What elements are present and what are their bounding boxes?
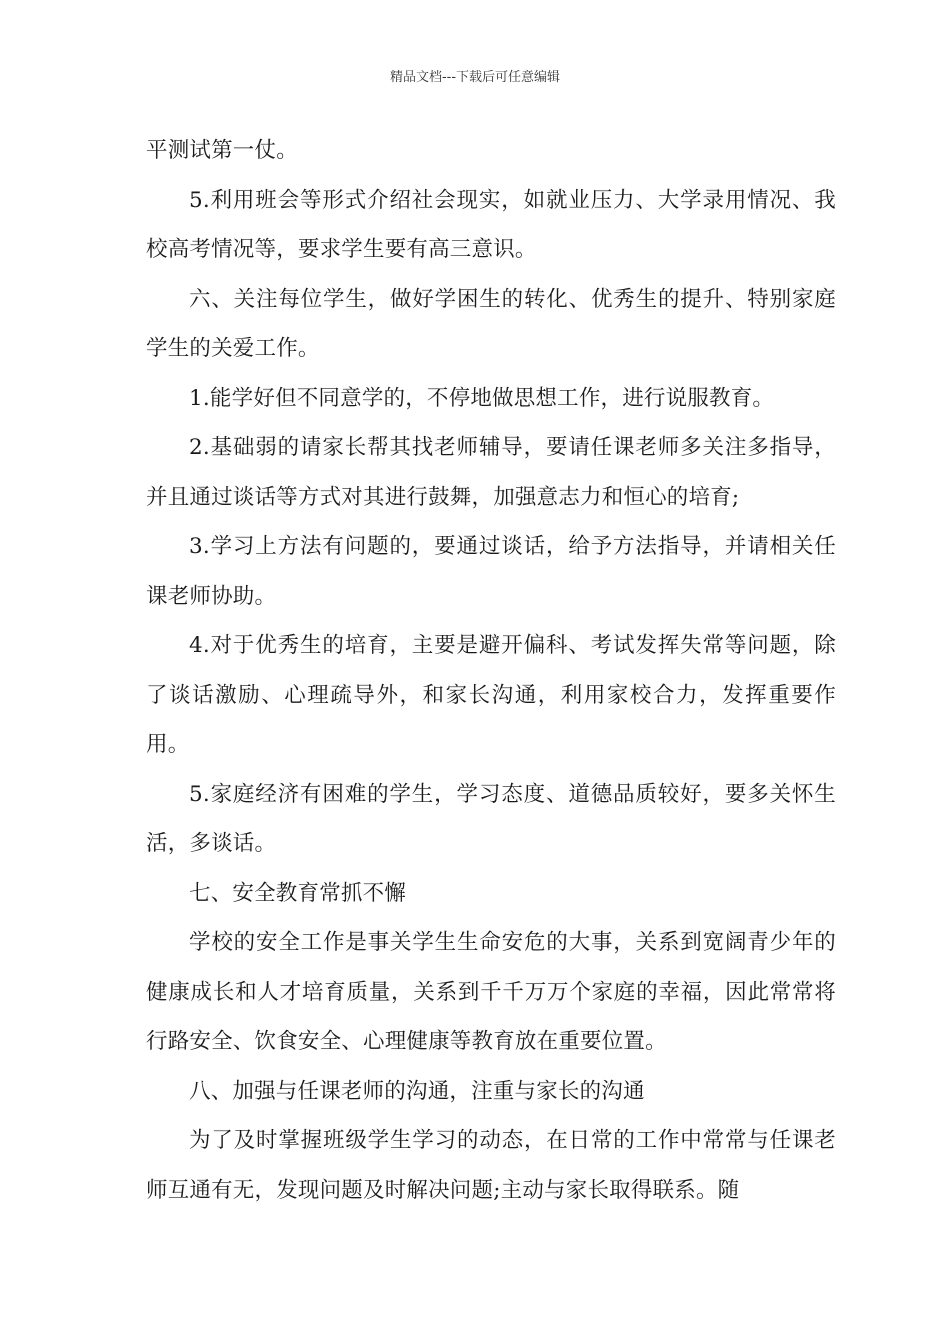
paragraph: 5.家庭经济有困难的学生，学习态度、道德品质较好，要多关怀生活，多谈话。 xyxy=(146,781,836,856)
page-header: 精品文档---下载后可任意编辑 xyxy=(389,70,561,85)
section-heading: 八、加强与任课老师的沟通，注重与家长的沟通 xyxy=(189,1078,645,1104)
paragraph: 3.学习上方法有问题的，要通过谈话，给予方法指导，并请相关任课老师协助。 xyxy=(146,534,836,609)
paragraph: 4.对于优秀生的培育，主要是避开偏科、考试发挥失常等问题，除了谈话激励、心理疏导外，和家长沟通，利用家校合力，发挥重要作用。 xyxy=(146,633,836,757)
paragraph: 为了及时掌握班级学生学习的动态，在日常的工作中常常与任课老师互通有无，发现问题及时解决问题;主动与家长取得联系。随 xyxy=(146,1128,836,1203)
paragraph: 学校的安全工作是事关学生生命安危的大事，关系到宽阔青少年的健康成长和人才培育质量，关系到千千万万个家庭的幸福，因此常常将行路安全、饮食安全、心理健康等教育放在重要位置。 xyxy=(146,930,836,1054)
section-heading: 七、安全教育常抓不懈 xyxy=(189,880,407,906)
paragraph: 平测试第一仗。 xyxy=(146,138,298,163)
paragraph: 5.利用班会等形式介绍社会现实，如就业压力、大学录用情况、我校高考情况等，要求学生要有高三意识。 xyxy=(146,187,836,262)
paragraph: 1.能学好但不同意学的，不停地做思想工作，进行说服教育。 xyxy=(189,385,775,411)
section-heading: 六、关注每位学生，做好学困生的转化、优秀生的提升、特别家庭学生的关爱工作。 xyxy=(146,286,836,361)
document-body xyxy=(146,126,836,1215)
paragraph: 2.基础弱的请家长帮其找老师辅导，要请任课老师多关注多指导，并且通过谈话等方式对其进行鼓舞，加强意志力和恒心的培育; xyxy=(146,435,836,510)
